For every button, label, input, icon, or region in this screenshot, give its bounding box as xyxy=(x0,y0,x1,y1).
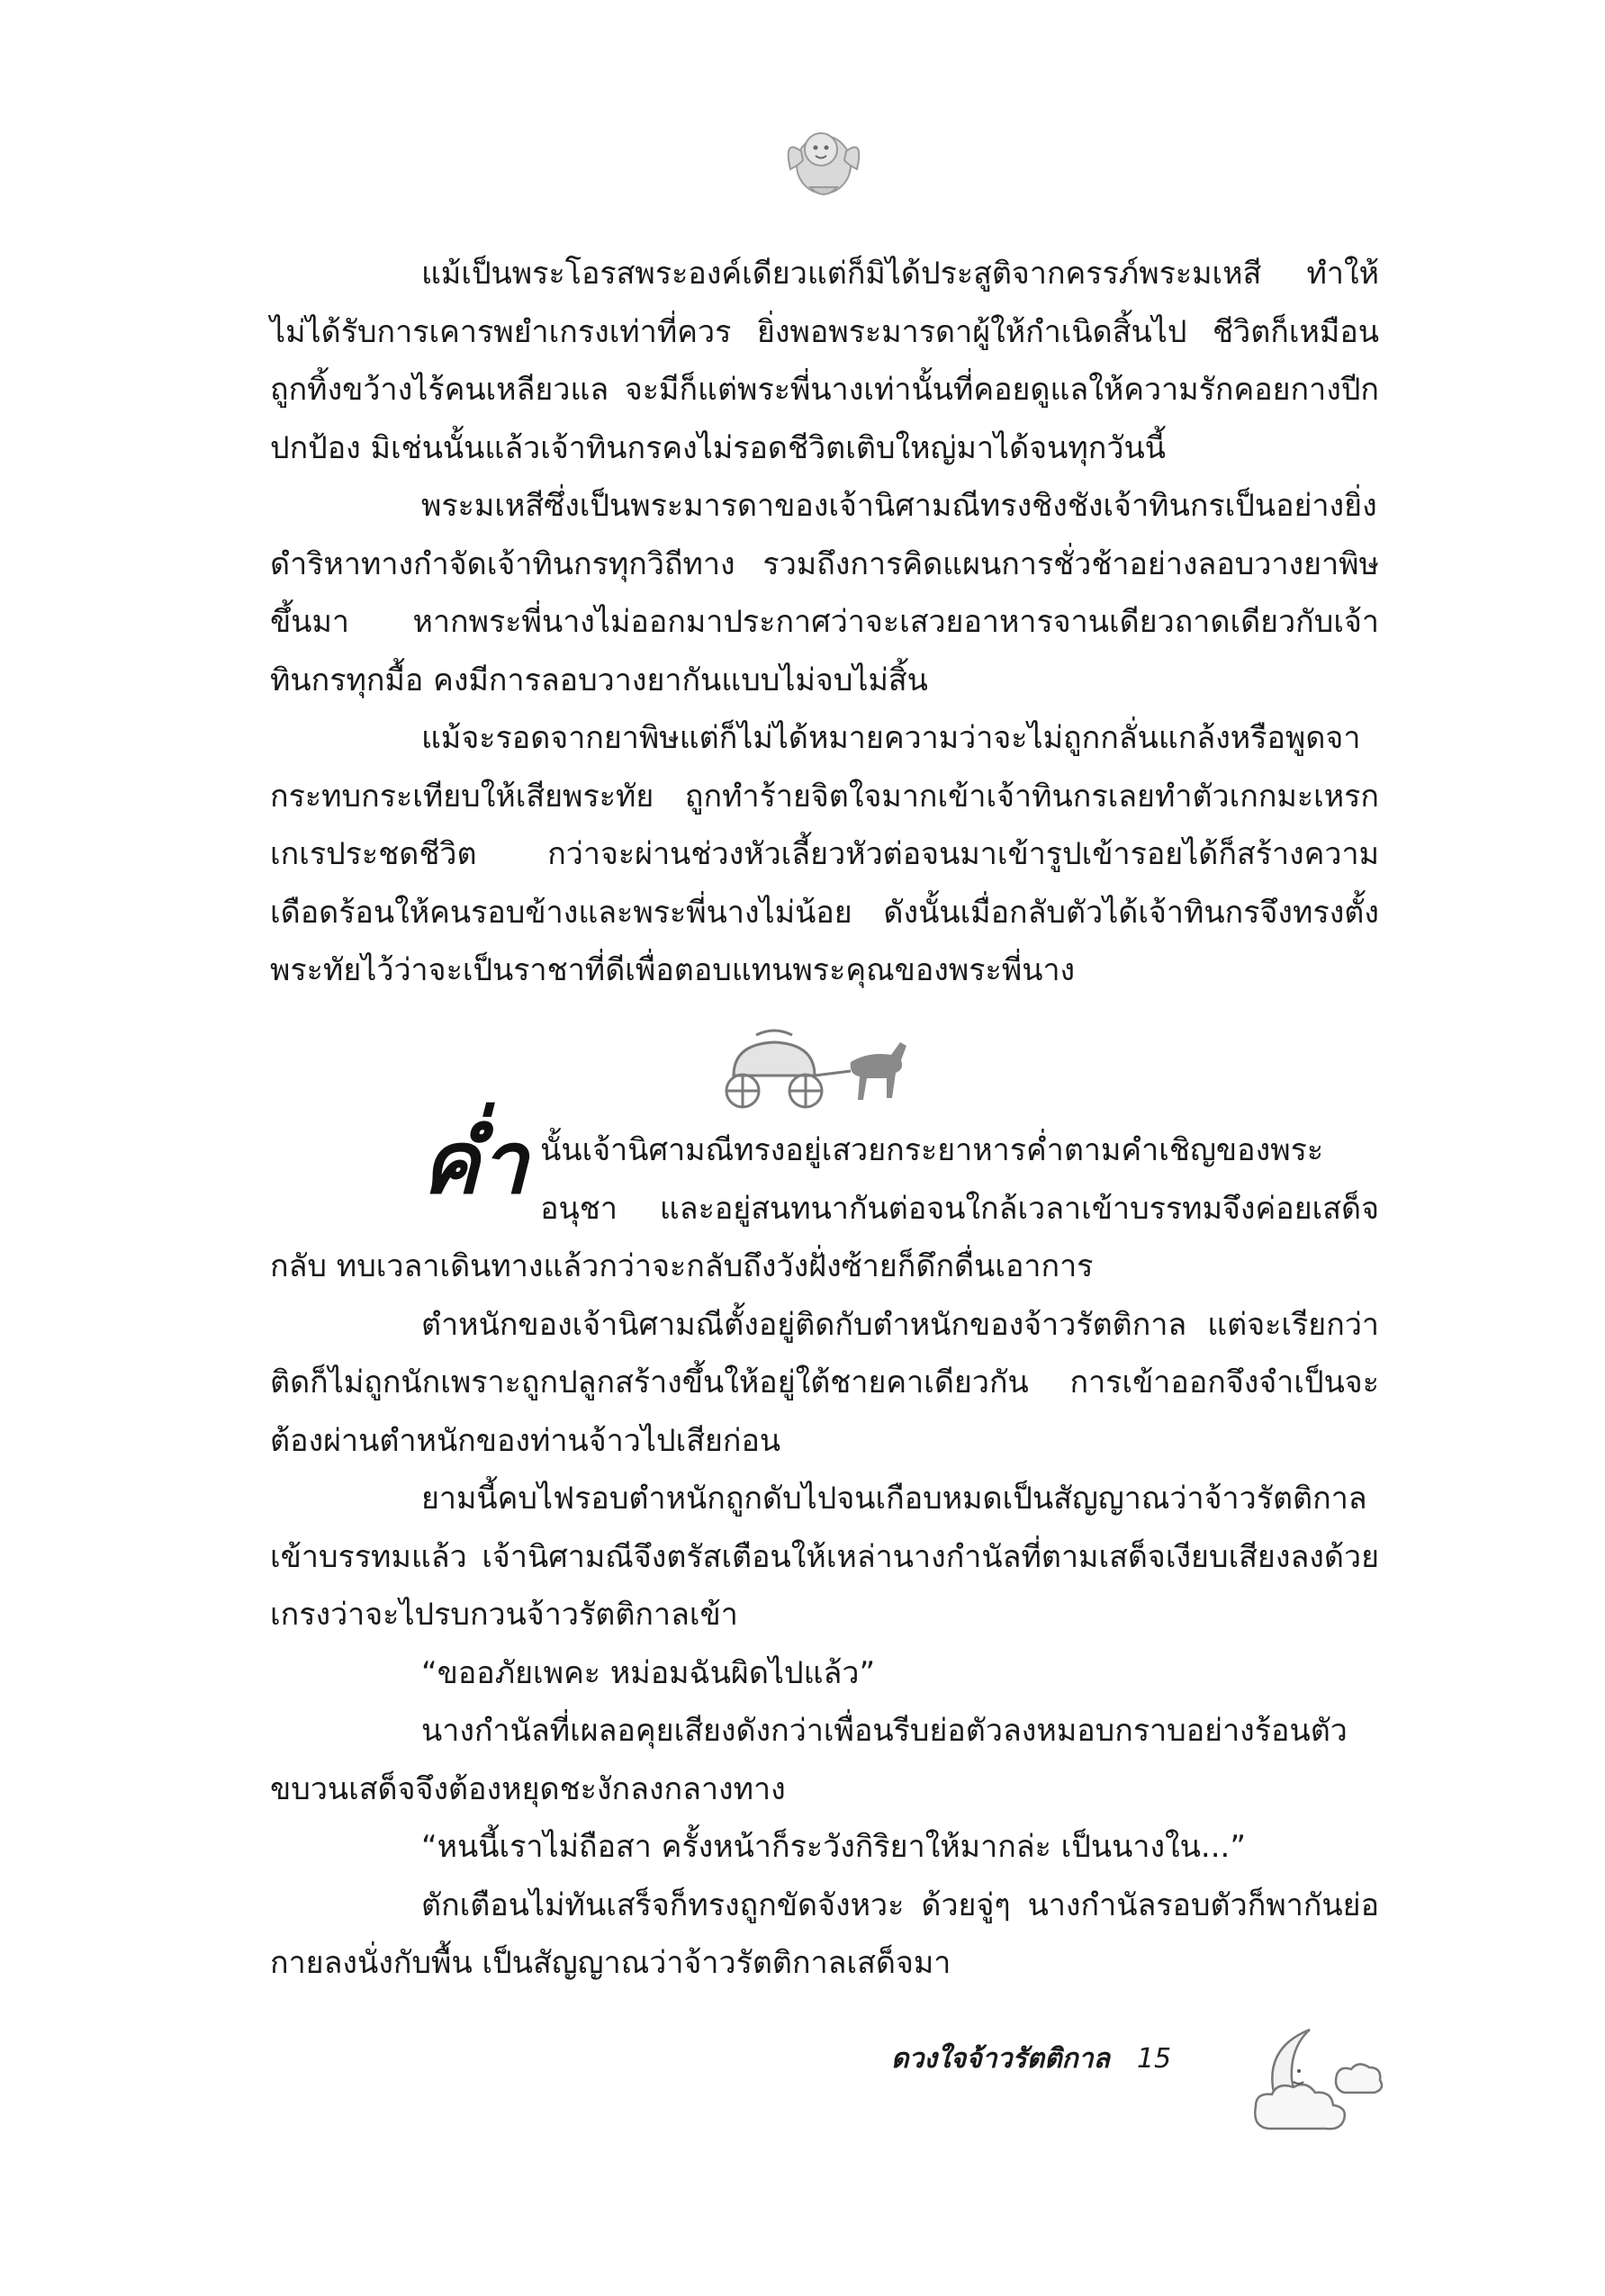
text-block-top xyxy=(270,245,1379,1000)
crescent-moon-cloud-icon xyxy=(1247,2021,1391,2147)
dialogue-line: “ขออภัยเพคะ หม่อมฉันผิดไปแล้ว” xyxy=(421,1654,876,1691)
cherub-icon xyxy=(774,115,873,205)
horse-carriage-icon xyxy=(716,1026,923,1116)
text-block-bottom xyxy=(270,1112,1379,1993)
paragraph: แม้จะรอดจากยาพิษแต่ก็ไม่ได้หมายความว่าจะไม่ถูกกลั่นแกล้งหรือพูดจากระทบกระเทียบให้เสียพระทัย ถูกทำร้ายจิตใจมากเข้าเจ้าทินกรเลยทำตัวเกกมะเหรกเกเรประชดชีวิต กว่าจะผ่านช่วงหัวเลี้ยวหัวต่อจนมาเข้ารูปเข้ารอยได้ก็สร้างความเดือดร้อนให้คนรอบข้างและพระพี่นางไม่น้อย ดังนั้นเมื่อกลับตัวได้เจ้าทินกรจึงทรงตั้งพระทัยไว้ว่าจะเป็นราชาที่ดีเพื่อตอบแทนพระคุณของพระพี่นาง xyxy=(270,720,1379,988)
paragraph: แม้เป็นพระโอรสพระองค์เดียวแต่ก็มิได้ประสูติจากครรภ์พระมเหสี ทำให้ไม่ได้รับการเคารพยำเกรงเท่าที่ควร ยิ่งพอพระมารดาผู้ให้กำเนิดสิ้นไป ชีวิตก็เหมือนถูกทิ้งขว้างไร้คนเหลียวแล จะมีก็แต่พระพี่นางเท่านั้นที่คอยดูแลให้ความรักคอยกางปีกปกป้อง มิเช่นนั้นแล้วเจ้าทินกรคงไม่รอดชีวิตเติบใหญ่มาได้จนทุกวันนี้ xyxy=(270,256,1379,466)
book-title: ดวงใจจ้าวรัตติกาล xyxy=(891,2043,1110,2075)
running-footer xyxy=(891,2038,1171,2080)
chapter-opening-paragraph xyxy=(270,1112,1379,1296)
dialogue-line: “หนนี้เราไม่ถือสา ครั้งหน้าก็ระวังกิริยาให้มากล่ะ เป็นนางใน...” xyxy=(421,1829,1246,1865)
drop-cap: ค่ำ xyxy=(421,1112,528,1213)
paragraph: พระมเหสีซึ่งเป็นพระมารดาของเจ้านิศามณีทรงชิงชังเจ้าทินกรเป็นอย่างยิ่ง ดำริหาทางกำจัดเจ้าทินกรทุกวิถีทาง รวมถึงการคิดแผนการชั่วช้าอย่างลอบวางยาพิษขึ้นมา หากพระพี่นางไม่ออกมาประกาศว่าจะเสวยอาหารจานเดียวถาดเดียวกับเจ้าทินกรทุกมื้อ คงมีการลอบวางยากันแบบไม่จบไม่สิ้น xyxy=(270,488,1379,698)
paragraph: ยามนี้คบไฟรอบตำหนักถูกดับไปจนเกือบหมดเป็นสัญญาณว่าจ้าวรัตติกาลเข้าบรรทมแล้ว เจ้านิศามณีจึงตรัสเตือนให้เหล่านางกำนัลที่ตามเสด็จเงียบเสียงลงด้วยเกรงว่าจะไปรบกวนจ้าวรัตติกาลเข้า xyxy=(270,1481,1379,1633)
page-number: 15 xyxy=(1136,2043,1172,2075)
paragraph: นางกำนัลที่เผลอคุยเสียงดังกว่าเพื่อนรีบย่อตัวลงหมอบกราบอย่างร้อนตัวขบวนเสด็จจึงต้องหยุดชะงักลงกลางทาง xyxy=(270,1713,1348,1807)
paragraph: ตักเตือนไม่ทันเสร็จก็ทรงถูกขัดจังหวะ ด้วยจู่ๆ นางกำนัลรอบตัวก็พากันย่อกายลงนั่งกับพื้น เป็นสัญญาณว่าจ้าวรัตติกาลเสด็จมา xyxy=(270,1886,1379,1981)
paragraph: ตำหนักของเจ้านิศามณีตั้งอยู่ติดกับตำหนักของจ้าวรัตติกาล แต่จะเรียกว่าติดก็ไม่ถูกนักเพราะถูกปลูกสร้างขึ้นให้อยู่ใต้ชายคาเดียวกัน การเข้าออกจึงจำเป็นจะต้องผ่านตำหนักของท่านจ้าวไปเสียก่อน xyxy=(270,1306,1379,1459)
drop-cap-continuation: นั้นเจ้านิศามณีทรงอยู่เสวยกระยาหารค่ำตามคำเชิญของพระอนุชา และอยู่สนทนากันต่อจนใกล้เวลาเข้าบรรทมจึงค่อยเสด็จกลับ ทบเวลาเดินทางแล้วกว่าจะกลับถึงวังฝั่งซ้ายก็ดึกดื่นเอาการ xyxy=(270,1132,1379,1284)
